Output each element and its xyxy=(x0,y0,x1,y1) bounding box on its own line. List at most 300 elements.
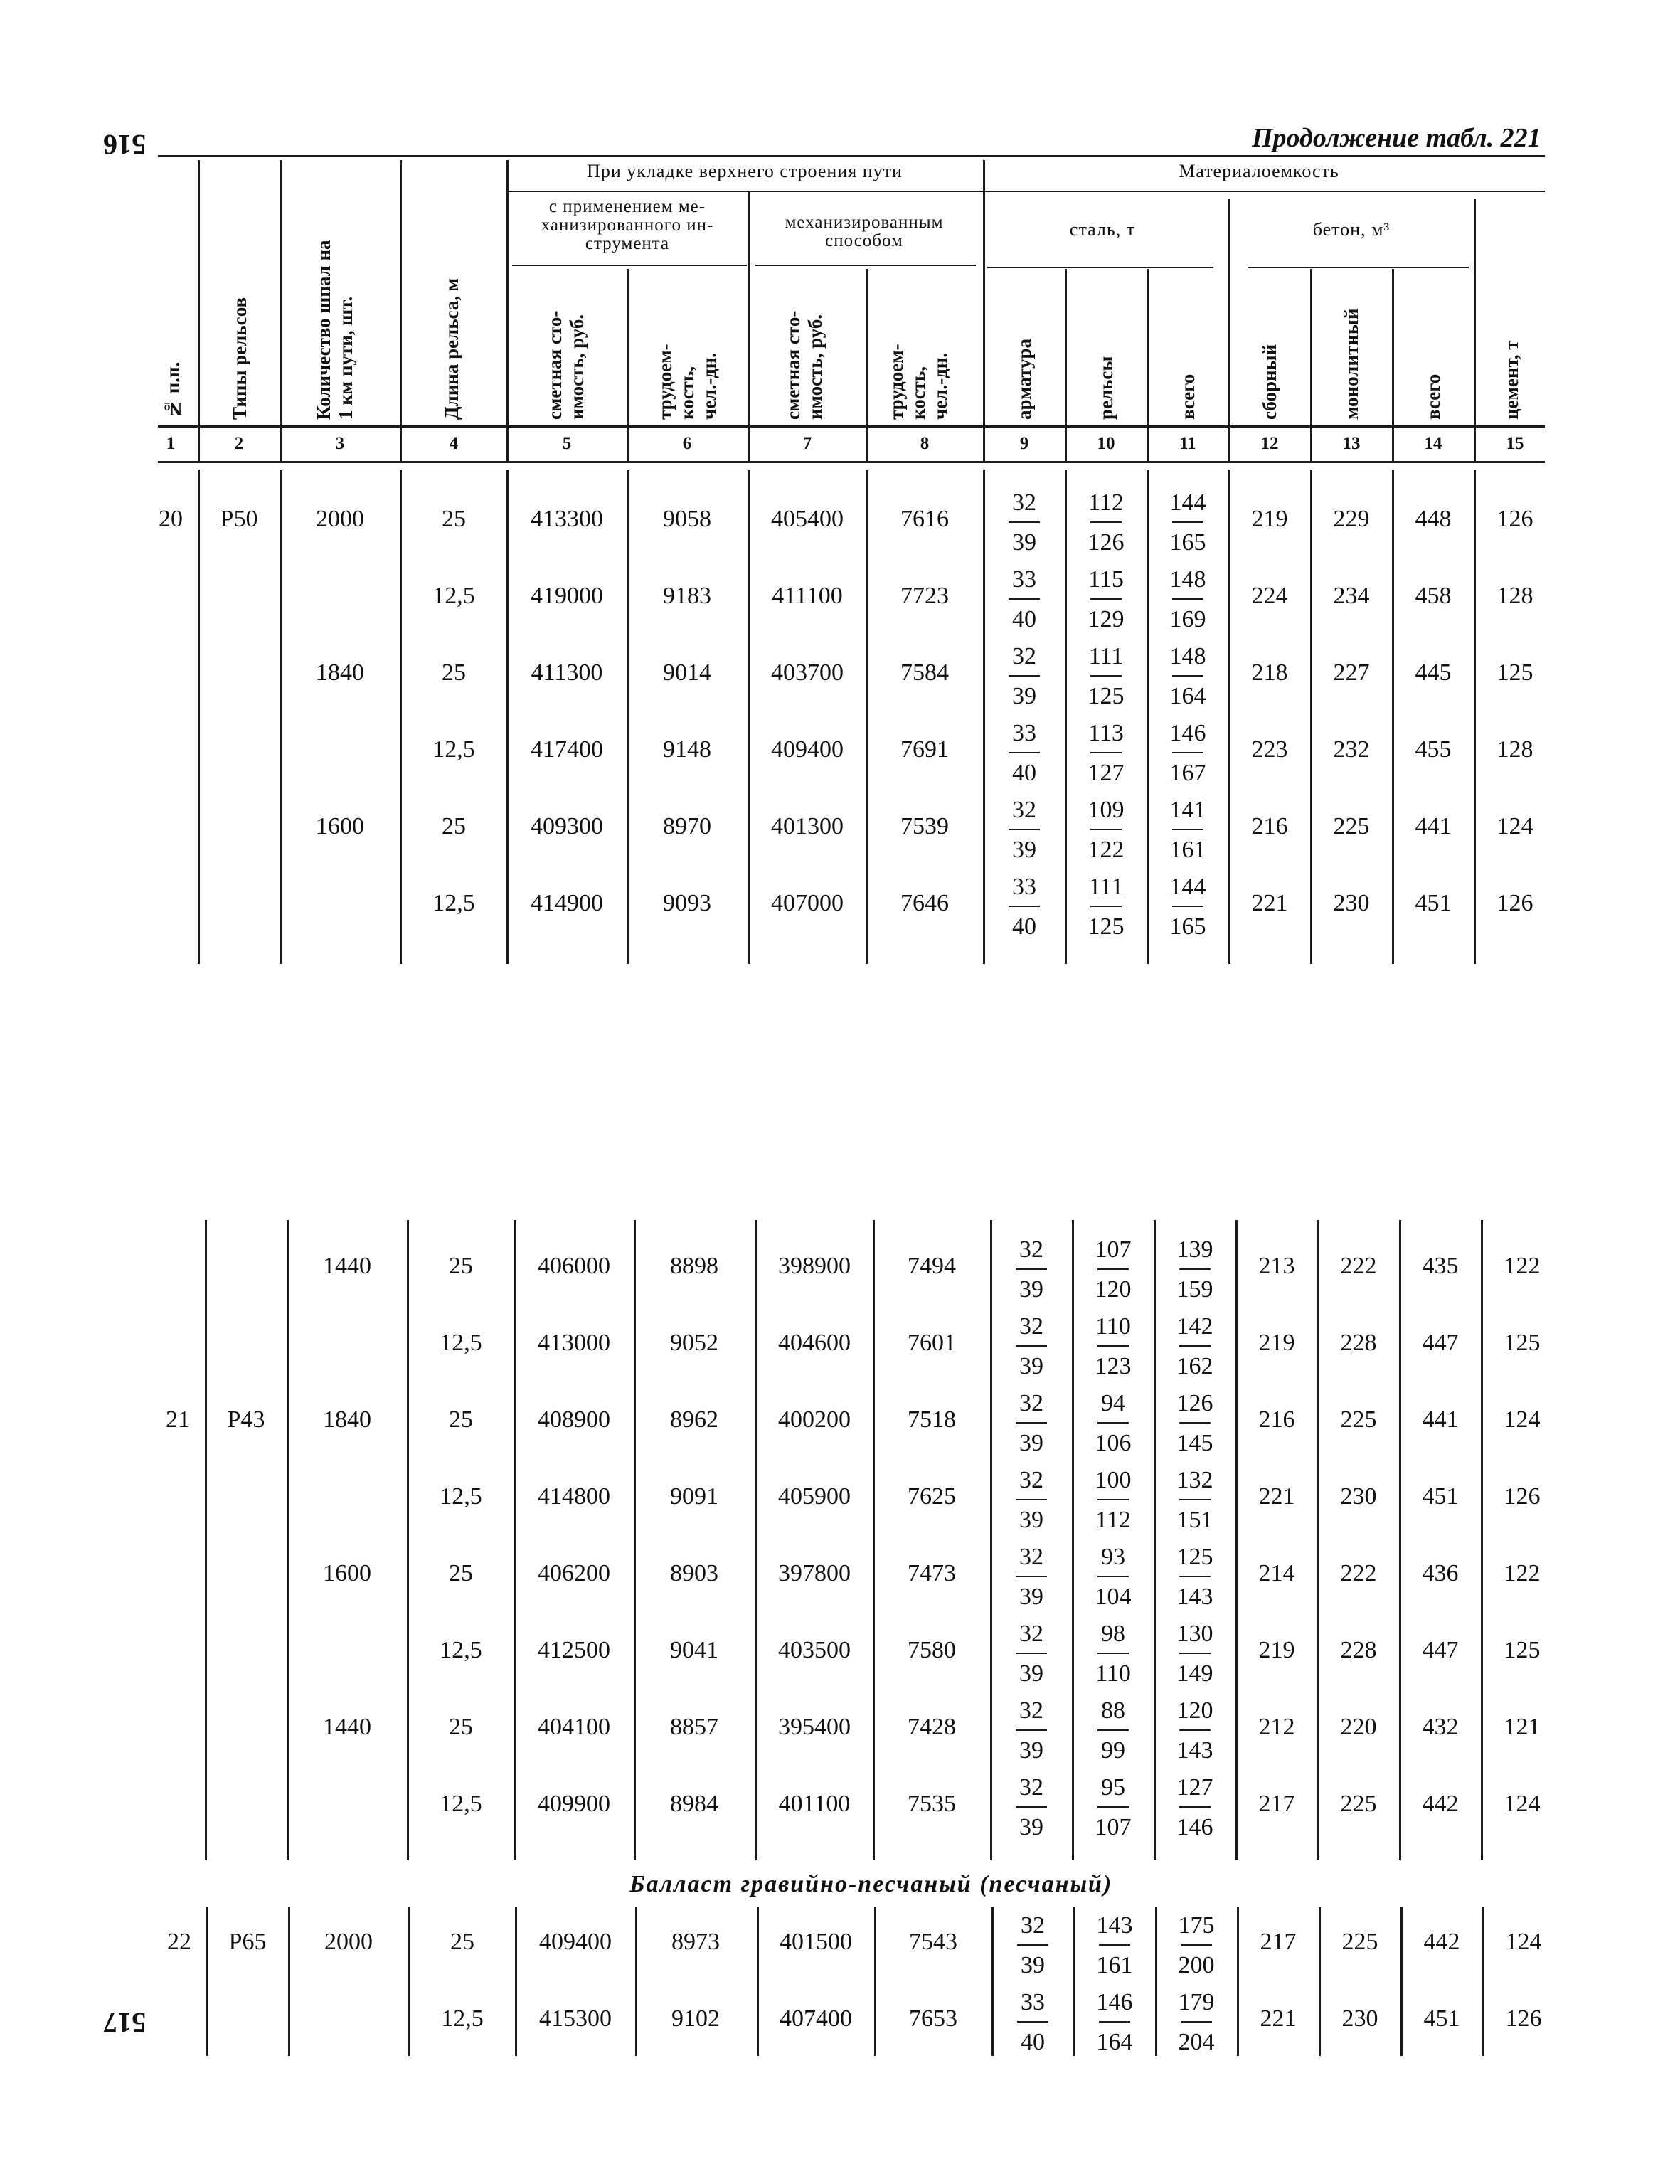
labor-mech-tool: 8962 xyxy=(670,1406,718,1433)
cost-mech-tool: 415300 xyxy=(539,2005,612,2032)
armature-steel-denominator: 39 xyxy=(1019,1353,1043,1379)
header-col-sleepers: Количество шпал на 1 км пути, шт. xyxy=(313,240,356,420)
sleepers-count: 2000 xyxy=(316,506,364,532)
concrete-monolithic: 227 xyxy=(1333,659,1370,686)
labor-mech-tool: 8970 xyxy=(663,813,711,839)
labor-mech: 7646 xyxy=(900,890,949,916)
concrete-monolithic: 225 xyxy=(1340,1791,1377,1817)
concrete-total: 436 xyxy=(1422,1560,1459,1586)
header-col-monolithic: монолитный xyxy=(1341,308,1362,420)
cost-mech-tool: 417400 xyxy=(531,736,603,763)
total-steel-denominator: 165 xyxy=(1169,529,1206,556)
rails-steel xyxy=(1078,489,1134,557)
rail-length: 25 xyxy=(449,1714,473,1740)
cost-mech-tool: 409400 xyxy=(539,1929,612,1955)
concrete-precast: 212 xyxy=(1258,1714,1295,1740)
rails-steel-numerator: 112 xyxy=(1088,489,1124,516)
section-ballast-label: Балласт гравийно-песчаный (песчаный) xyxy=(629,1871,1113,1897)
header-col-precast: сборный xyxy=(1259,344,1280,420)
rails-steel-numerator: 111 xyxy=(1088,874,1124,900)
cement: 122 xyxy=(1504,1560,1541,1586)
total-steel-denominator: 161 xyxy=(1169,837,1206,863)
rails-steel xyxy=(1085,1236,1142,1304)
armature-steel xyxy=(1003,1236,1060,1304)
rail-type: Р50 xyxy=(220,506,258,532)
rail-length: 25 xyxy=(449,1253,473,1279)
header-col-cost-1: сметная сто- имость, руб. xyxy=(544,310,588,420)
page-number-top: 516 xyxy=(103,129,146,161)
total-steel xyxy=(1159,566,1216,634)
table-continuation-title: Продолжение табл. 221 xyxy=(1252,123,1541,153)
header-col-rails: рельсы xyxy=(1095,356,1117,420)
column-number: 2 xyxy=(234,434,244,453)
concrete-total: 445 xyxy=(1415,659,1452,686)
labor-mech-tool: 9052 xyxy=(670,1330,718,1356)
concrete-monolithic: 230 xyxy=(1340,1483,1377,1510)
rails-steel-numerator: 95 xyxy=(1101,1774,1125,1801)
header-col-cement: цемент, т xyxy=(1501,340,1522,420)
total-steel-denominator: 159 xyxy=(1176,1276,1213,1303)
cement: 128 xyxy=(1496,583,1533,609)
cost-mech: 407400 xyxy=(780,2005,852,2032)
rail-length: 12,5 xyxy=(440,1637,482,1663)
total-steel-numerator: 175 xyxy=(1178,1912,1215,1939)
rails-steel-numerator: 98 xyxy=(1101,1621,1125,1647)
concrete-total: 447 xyxy=(1422,1637,1459,1663)
rail-length: 25 xyxy=(450,1929,474,1955)
header-sub-steel: сталь, т xyxy=(1069,219,1136,240)
row-number: 21 xyxy=(166,1406,190,1433)
sleepers-count: 1440 xyxy=(323,1253,371,1279)
rails-steel-numerator: 115 xyxy=(1088,566,1124,593)
rails-steel-denominator: 127 xyxy=(1088,760,1125,786)
labor-mech-tool: 8903 xyxy=(670,1560,718,1586)
total-steel-denominator: 169 xyxy=(1169,606,1206,632)
rails-steel-denominator: 107 xyxy=(1095,1814,1132,1840)
rails-steel xyxy=(1078,566,1134,634)
rail-length: 25 xyxy=(442,659,466,686)
concrete-precast: 221 xyxy=(1258,1483,1295,1510)
rails-steel xyxy=(1078,873,1134,941)
cost-mech: 403700 xyxy=(771,659,844,686)
concrete-monolithic: 228 xyxy=(1340,1637,1377,1663)
labor-mech-tool: 9014 xyxy=(663,659,711,686)
column-number: 5 xyxy=(562,434,572,453)
cost-mech: 411100 xyxy=(772,583,843,609)
cost-mech: 401500 xyxy=(780,1929,852,1955)
rail-length: 12,5 xyxy=(432,890,475,916)
armature-steel-denominator: 39 xyxy=(1019,1814,1043,1840)
armature-steel-numerator: 32 xyxy=(1012,643,1036,669)
armature-steel-denominator: 39 xyxy=(1019,1276,1043,1303)
armature-steel xyxy=(1003,1697,1060,1765)
cost-mech: 404600 xyxy=(778,1330,851,1356)
total-steel-numerator: 148 xyxy=(1169,643,1206,669)
rails-steel xyxy=(1085,1389,1142,1458)
rails-steel-denominator: 112 xyxy=(1095,1507,1131,1533)
header-group-laying: При укладке верхнего строения пути xyxy=(587,161,903,181)
armature-steel xyxy=(1003,1313,1060,1381)
cement: 124 xyxy=(1505,1929,1542,1955)
cost-mech: 401300 xyxy=(771,813,844,839)
cement: 124 xyxy=(1504,1791,1541,1817)
concrete-monolithic: 225 xyxy=(1340,1406,1377,1433)
total-steel-denominator: 151 xyxy=(1176,1507,1213,1533)
concrete-monolithic: 230 xyxy=(1333,890,1370,916)
concrete-monolithic: 230 xyxy=(1341,2005,1378,2032)
rail-length: 25 xyxy=(449,1560,473,1586)
labor-mech: 7616 xyxy=(900,506,949,532)
total-steel-denominator: 200 xyxy=(1178,1952,1215,1978)
column-number: 12 xyxy=(1260,434,1279,453)
cost-mech: 403500 xyxy=(778,1637,851,1663)
rail-type: Р65 xyxy=(228,1929,267,1955)
concrete-precast: 221 xyxy=(1251,890,1288,916)
cement: 126 xyxy=(1504,1483,1541,1510)
rails-steel-numerator: 107 xyxy=(1095,1236,1132,1263)
rails-steel-denominator: 126 xyxy=(1088,529,1125,556)
concrete-monolithic: 222 xyxy=(1340,1253,1377,1279)
armature-steel xyxy=(996,796,1053,864)
concrete-monolithic: 229 xyxy=(1333,506,1370,532)
rail-length: 12,5 xyxy=(432,583,475,609)
cement: 126 xyxy=(1505,2005,1542,2032)
armature-steel-numerator: 32 xyxy=(1019,1544,1043,1570)
total-steel-numerator: 179 xyxy=(1178,1989,1215,2015)
rails-steel-denominator: 104 xyxy=(1095,1584,1132,1610)
concrete-precast: 219 xyxy=(1258,1637,1295,1663)
labor-mech-tool: 9102 xyxy=(671,2005,720,2032)
concrete-monolithic: 228 xyxy=(1340,1330,1377,1356)
rails-steel-numerator: 109 xyxy=(1088,797,1125,823)
rails-steel xyxy=(1078,796,1134,864)
header-col-steel-total: всего xyxy=(1177,373,1198,420)
concrete-monolithic: 225 xyxy=(1333,813,1370,839)
column-number: 11 xyxy=(1179,434,1196,453)
total-steel xyxy=(1159,719,1216,788)
header-sub-concrete: бетон, м³ xyxy=(1312,219,1391,240)
cost-mech-tool: 411300 xyxy=(531,659,603,686)
header-col-concrete-total: всего xyxy=(1423,373,1444,420)
labor-mech: 7428 xyxy=(908,1714,956,1740)
header-col-rail-length: Длина рельса, м xyxy=(441,277,462,420)
cement: 126 xyxy=(1496,890,1533,916)
concrete-precast: 217 xyxy=(1258,1791,1295,1817)
column-number: 3 xyxy=(335,434,345,453)
armature-steel-denominator: 40 xyxy=(1012,760,1036,786)
rails-steel-numerator: 113 xyxy=(1088,720,1124,746)
concrete-total: 451 xyxy=(1422,1483,1459,1510)
cement: 126 xyxy=(1496,506,1533,532)
armature-steel-numerator: 32 xyxy=(1021,1912,1045,1939)
concrete-monolithic: 234 xyxy=(1333,583,1370,609)
rails-steel xyxy=(1086,1988,1143,2057)
rails-steel xyxy=(1086,1912,1143,1980)
rails-steel xyxy=(1085,1697,1142,1765)
rail-length: 25 xyxy=(442,506,466,532)
total-steel-numerator: 144 xyxy=(1169,874,1206,900)
sleepers-count: 1440 xyxy=(323,1714,371,1740)
cost-mech-tool: 409900 xyxy=(538,1791,610,1817)
labor-mech-tool: 9041 xyxy=(670,1637,718,1663)
armature-steel xyxy=(1003,1466,1060,1534)
armature-steel-numerator: 32 xyxy=(1019,1774,1043,1801)
armature-steel-numerator: 32 xyxy=(1019,1467,1043,1493)
column-number: 15 xyxy=(1506,434,1524,453)
cost-mech-tool: 414800 xyxy=(538,1483,610,1510)
cement: 128 xyxy=(1496,736,1533,763)
labor-mech: 7473 xyxy=(908,1560,956,1586)
cost-mech: 401100 xyxy=(778,1791,851,1817)
cement: 125 xyxy=(1504,1330,1541,1356)
sleepers-count: 1840 xyxy=(323,1406,371,1433)
cost-mech-tool: 413300 xyxy=(531,506,603,532)
column-number: 14 xyxy=(1424,434,1442,453)
concrete-total: 451 xyxy=(1423,2005,1460,2032)
rails-steel xyxy=(1085,1466,1142,1534)
concrete-monolithic: 232 xyxy=(1333,736,1370,763)
total-steel-denominator: 143 xyxy=(1176,1584,1213,1610)
labor-mech: 7494 xyxy=(908,1253,956,1279)
column-number: 10 xyxy=(1097,434,1115,453)
header-col-cost-2: сметная сто- имость, руб. xyxy=(782,310,826,420)
page-number-bottom: 517 xyxy=(103,2007,146,2039)
total-steel-denominator: 146 xyxy=(1176,1814,1213,1840)
rails-steel-numerator: 143 xyxy=(1096,1912,1133,1939)
cost-mech: 405400 xyxy=(771,506,844,532)
total-steel-numerator: 127 xyxy=(1176,1774,1213,1801)
labor-mech-tool: 9093 xyxy=(663,890,711,916)
total-steel xyxy=(1166,1236,1223,1304)
column-number: 7 xyxy=(802,434,812,453)
rails-steel-denominator: 123 xyxy=(1095,1353,1132,1379)
cement: 121 xyxy=(1504,1714,1541,1740)
armature-steel-denominator: 39 xyxy=(1012,683,1036,709)
rails-steel xyxy=(1078,719,1134,788)
total-steel xyxy=(1159,489,1216,557)
cost-mech: 398900 xyxy=(778,1253,851,1279)
total-steel-denominator: 164 xyxy=(1169,683,1206,709)
sleepers-count: 1600 xyxy=(323,1560,371,1586)
concrete-total: 442 xyxy=(1422,1791,1459,1817)
rails-steel-denominator: 125 xyxy=(1088,683,1125,709)
labor-mech-tool: 8857 xyxy=(670,1714,718,1740)
rail-length: 12,5 xyxy=(440,1330,482,1356)
armature-steel-denominator: 39 xyxy=(1019,1660,1043,1687)
total-steel-numerator: 125 xyxy=(1176,1544,1213,1570)
labor-mech-tool: 9148 xyxy=(663,736,711,763)
concrete-total: 432 xyxy=(1422,1714,1459,1740)
total-steel-numerator: 120 xyxy=(1176,1697,1213,1724)
column-number: 13 xyxy=(1342,434,1361,453)
header-col-number: № п.п. xyxy=(162,361,184,420)
labor-mech: 7723 xyxy=(900,583,949,609)
concrete-precast: 216 xyxy=(1258,1406,1295,1433)
rails-steel-numerator: 146 xyxy=(1096,1989,1133,2015)
total-steel-numerator: 148 xyxy=(1169,566,1206,593)
armature-steel-numerator: 33 xyxy=(1012,720,1036,746)
armature-steel-denominator: 39 xyxy=(1012,529,1036,556)
labor-mech: 7584 xyxy=(900,659,949,686)
armature-steel xyxy=(996,873,1053,941)
labor-mech: 7625 xyxy=(908,1483,956,1510)
cost-mech-tool: 414900 xyxy=(531,890,603,916)
rail-length: 12,5 xyxy=(432,736,475,763)
total-steel-denominator: 162 xyxy=(1176,1353,1213,1379)
armature-steel xyxy=(1003,1389,1060,1458)
total-steel-numerator: 126 xyxy=(1176,1390,1213,1416)
armature-steel-denominator: 39 xyxy=(1012,837,1036,863)
armature-steel-numerator: 32 xyxy=(1019,1390,1043,1416)
armature-steel xyxy=(1003,1774,1060,1842)
labor-mech-tool: 8898 xyxy=(670,1253,718,1279)
total-steel xyxy=(1159,873,1216,941)
cost-mech-tool: 409300 xyxy=(531,813,603,839)
rails-steel xyxy=(1085,1620,1142,1688)
row-number: 20 xyxy=(159,506,183,532)
rails-steel-numerator: 111 xyxy=(1088,643,1124,669)
total-steel-denominator: 204 xyxy=(1178,2029,1215,2055)
rails-steel-denominator: 99 xyxy=(1101,1737,1125,1764)
cost-mech-tool: 412500 xyxy=(538,1637,610,1663)
rails-steel-numerator: 94 xyxy=(1101,1390,1125,1416)
armature-steel-denominator: 39 xyxy=(1019,1507,1043,1533)
cost-mech-tool: 413000 xyxy=(538,1330,610,1356)
labor-mech-tool: 9058 xyxy=(663,506,711,532)
armature-steel-numerator: 32 xyxy=(1012,797,1036,823)
armature-steel-denominator: 40 xyxy=(1012,913,1036,940)
concrete-total: 458 xyxy=(1415,583,1452,609)
total-steel-numerator: 142 xyxy=(1176,1313,1213,1340)
cost-mech: 400200 xyxy=(778,1406,851,1433)
concrete-precast: 216 xyxy=(1251,813,1288,839)
cost-mech-tool: 406000 xyxy=(538,1253,610,1279)
armature-steel-denominator: 39 xyxy=(1021,1952,1045,1978)
cost-mech: 397800 xyxy=(778,1560,851,1586)
header-col-labor-2: трудоем- кость, чел.-дн. xyxy=(886,344,951,420)
header-col-armature: арматура xyxy=(1014,338,1035,420)
concrete-total: 435 xyxy=(1422,1253,1459,1279)
cement: 125 xyxy=(1504,1637,1541,1663)
labor-mech: 7691 xyxy=(900,736,949,763)
labor-mech: 7580 xyxy=(908,1637,956,1663)
rail-length: 12,5 xyxy=(441,2005,484,2032)
rails-steel-denominator: 164 xyxy=(1096,2029,1133,2055)
cement: 124 xyxy=(1496,813,1533,839)
armature-steel-denominator: 40 xyxy=(1021,2029,1045,2055)
sleepers-count: 1600 xyxy=(316,813,364,839)
cement: 124 xyxy=(1504,1406,1541,1433)
total-steel-numerator: 144 xyxy=(1169,489,1206,516)
column-number: 1 xyxy=(166,434,176,453)
concrete-precast: 213 xyxy=(1258,1253,1295,1279)
armature-steel-denominator: 40 xyxy=(1012,606,1036,632)
rails-steel-denominator: 106 xyxy=(1095,1430,1132,1456)
rail-type: Р43 xyxy=(227,1406,265,1433)
labor-mech-tool: 9183 xyxy=(663,583,711,609)
concrete-total: 455 xyxy=(1415,736,1452,763)
total-steel-denominator: 149 xyxy=(1176,1660,1213,1687)
rails-steel xyxy=(1085,1543,1142,1611)
concrete-precast: 219 xyxy=(1251,506,1288,532)
rails-steel-denominator: 110 xyxy=(1095,1660,1131,1687)
armature-steel xyxy=(1003,1620,1060,1688)
concrete-total: 447 xyxy=(1422,1330,1459,1356)
labor-mech-tool: 8984 xyxy=(670,1791,718,1817)
concrete-precast: 224 xyxy=(1251,583,1288,609)
rails-steel-numerator: 100 xyxy=(1095,1467,1132,1493)
labor-mech: 7653 xyxy=(909,2005,957,2032)
armature-steel xyxy=(996,489,1053,557)
rails-steel-denominator: 129 xyxy=(1088,606,1125,632)
armature-steel-numerator: 32 xyxy=(1019,1313,1043,1340)
cement: 122 xyxy=(1504,1253,1541,1279)
header-sub-mech: механизированным способом xyxy=(785,213,944,250)
rails-steel xyxy=(1085,1774,1142,1842)
armature-steel xyxy=(1003,1543,1060,1611)
concrete-monolithic: 225 xyxy=(1341,1929,1378,1955)
rails-steel-denominator: 120 xyxy=(1095,1276,1132,1303)
concrete-monolithic: 222 xyxy=(1340,1560,1377,1586)
labor-mech: 7535 xyxy=(908,1791,956,1817)
cost-mech-tool: 408900 xyxy=(538,1406,610,1433)
cost-mech: 407000 xyxy=(771,890,844,916)
armature-steel xyxy=(1004,1988,1061,2057)
total-steel-numerator: 139 xyxy=(1176,1236,1213,1263)
labor-mech: 7539 xyxy=(900,813,949,839)
concrete-total: 441 xyxy=(1422,1406,1459,1433)
total-steel xyxy=(1166,1620,1223,1688)
total-steel xyxy=(1166,1774,1223,1842)
armature-steel-denominator: 39 xyxy=(1019,1737,1043,1764)
labor-mech: 7543 xyxy=(909,1929,957,1955)
header-col-labor-1: трудоем- кость, чел.-дн. xyxy=(654,344,720,420)
rail-length: 12,5 xyxy=(440,1791,482,1817)
total-steel-numerator: 130 xyxy=(1176,1621,1213,1647)
total-steel-numerator: 146 xyxy=(1169,720,1206,746)
cost-mech: 405900 xyxy=(778,1483,851,1510)
total-steel-denominator: 167 xyxy=(1169,760,1206,786)
labor-mech-tool: 9091 xyxy=(670,1483,718,1510)
sleepers-count: 1840 xyxy=(316,659,364,686)
armature-steel-numerator: 32 xyxy=(1012,489,1036,516)
row-number: 22 xyxy=(167,1929,191,1955)
concrete-total: 442 xyxy=(1423,1929,1460,1955)
armature-steel-numerator: 33 xyxy=(1012,566,1036,593)
rails-steel-numerator: 88 xyxy=(1101,1697,1125,1724)
total-steel-denominator: 143 xyxy=(1176,1737,1213,1764)
concrete-precast: 223 xyxy=(1251,736,1288,763)
rail-length: 25 xyxy=(449,1406,473,1433)
rail-length: 25 xyxy=(442,813,466,839)
column-number: 6 xyxy=(682,434,692,453)
cost-mech: 395400 xyxy=(778,1714,851,1740)
total-steel xyxy=(1166,1697,1223,1765)
armature-steel-numerator: 32 xyxy=(1019,1621,1043,1647)
concrete-precast: 218 xyxy=(1251,659,1288,686)
column-number: 8 xyxy=(920,434,930,453)
concrete-precast: 217 xyxy=(1260,1929,1297,1955)
concrete-total: 451 xyxy=(1415,890,1452,916)
sleepers-count: 2000 xyxy=(324,1929,373,1955)
armature-steel xyxy=(996,642,1053,711)
total-steel xyxy=(1166,1313,1223,1381)
total-steel xyxy=(1168,1988,1225,2057)
concrete-precast: 219 xyxy=(1258,1330,1295,1356)
cost-mech-tool: 419000 xyxy=(531,583,603,609)
labor-mech: 7518 xyxy=(908,1406,956,1433)
armature-steel xyxy=(996,566,1053,634)
